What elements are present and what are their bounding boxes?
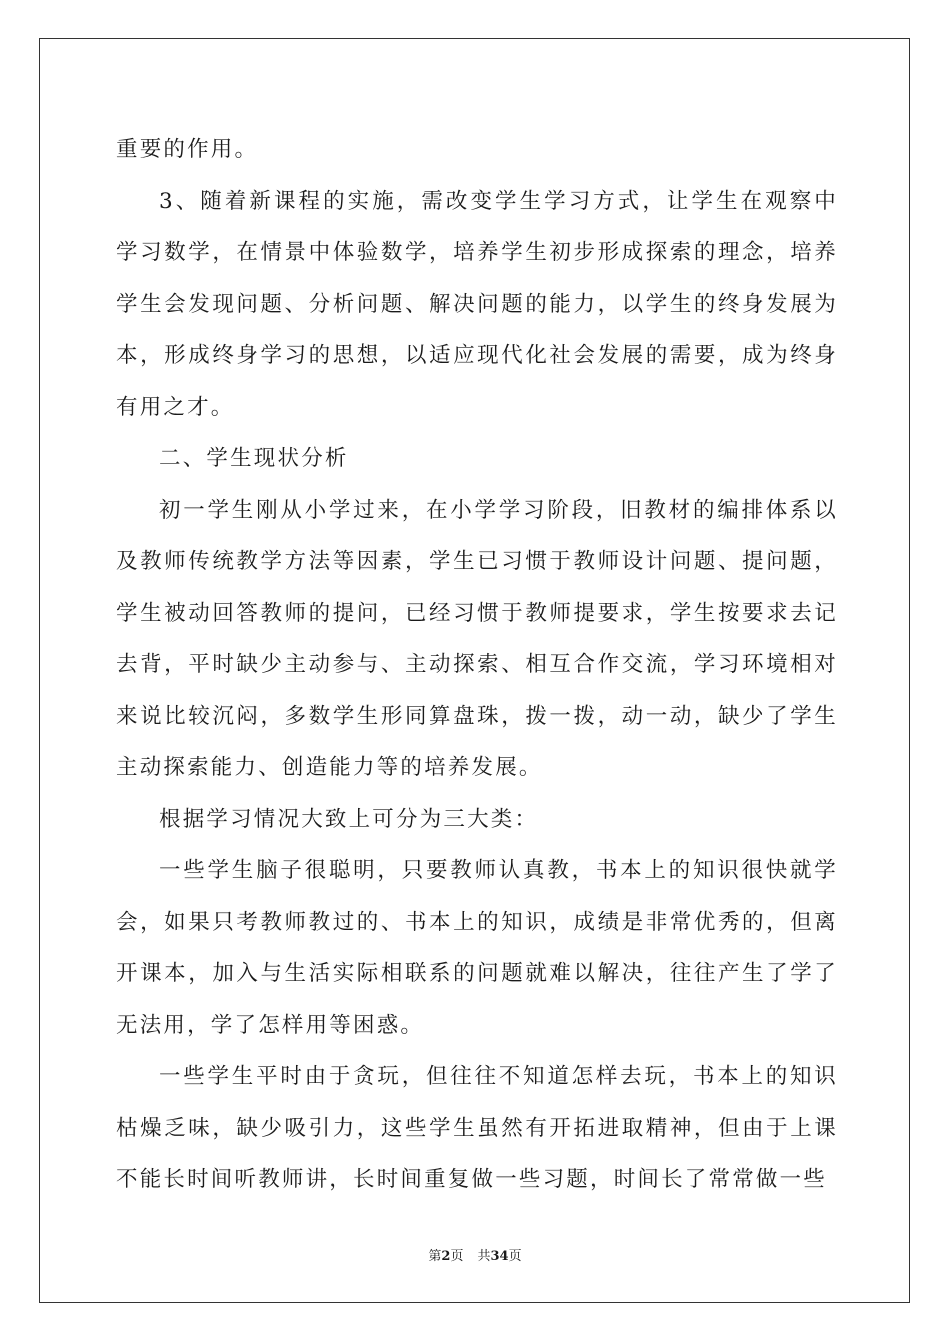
paragraph-point-3: 3、随着新课程的实施，需改变学生学习方式，让学生在观察中学习数学，在情景中体验数学，培养学生初步形成探索的理念，培养学生会发现问题、分析问题、解决问题的能力，以学生的终身发展为本，形成终身学习的思想，以适应现代化社会发展的需要，成为终身有用之才。 <box>116 188 838 420</box>
paragraph-student-status: 初一学生刚从小学过来，在小学学习阶段，旧教材的编排体系以及教师传统教学方法等因素，学生已习惯于教师设计问题、提问题，学生被动回答教师的提问，已经习惯于教师提要求，学生按要求去记去背，平时缺少主动参与、主动探索、相互合作交流，学习环境相对来说比较沉闷，多数学生形同算盘珠，拨一拨，动一动，缺少了学生主动探索能力、创造能力等的培养发展。 <box>116 497 838 780</box>
paragraph-category-1: 一些学生脑子很聪明，只要教师认真教，书本上的知识很快就学会，如果只考教师教过的、书本上的知识，成绩是非常优秀的，但离开课本，加入与生活实际相联系的问题就难以解决，往往产生了学了无法用，学了怎样用等困惑。 <box>116 858 838 1038</box>
current-page-number: 2 <box>441 1249 451 1264</box>
page-prefix: 第 <box>428 1249 442 1264</box>
document-body <box>116 124 838 1206</box>
paragraph-category-2: 一些学生平时由于贪玩，但往往不知道怎样去玩，书本上的知识枯燥乏味，缺少吸引力，这些学生虽然有开拓进取精神，但由于上课不能长时间听教师讲，长时间重复做一些习题，时间长了常常做一些 <box>116 1064 838 1192</box>
page-footer <box>0 1245 950 1264</box>
total-page-count: 34 <box>490 1249 509 1264</box>
total-prefix: 共 <box>477 1249 491 1264</box>
paragraph-continuation: 重要的作用。 <box>116 137 259 162</box>
section-heading-student-status: 二、学生现状分析 <box>159 446 349 471</box>
paragraph-categories-intro: 根据学习情况大致上可分为三大类： <box>159 806 539 832</box>
page-suffix: 页 <box>450 1249 464 1264</box>
total-suffix: 页 <box>508 1249 522 1264</box>
